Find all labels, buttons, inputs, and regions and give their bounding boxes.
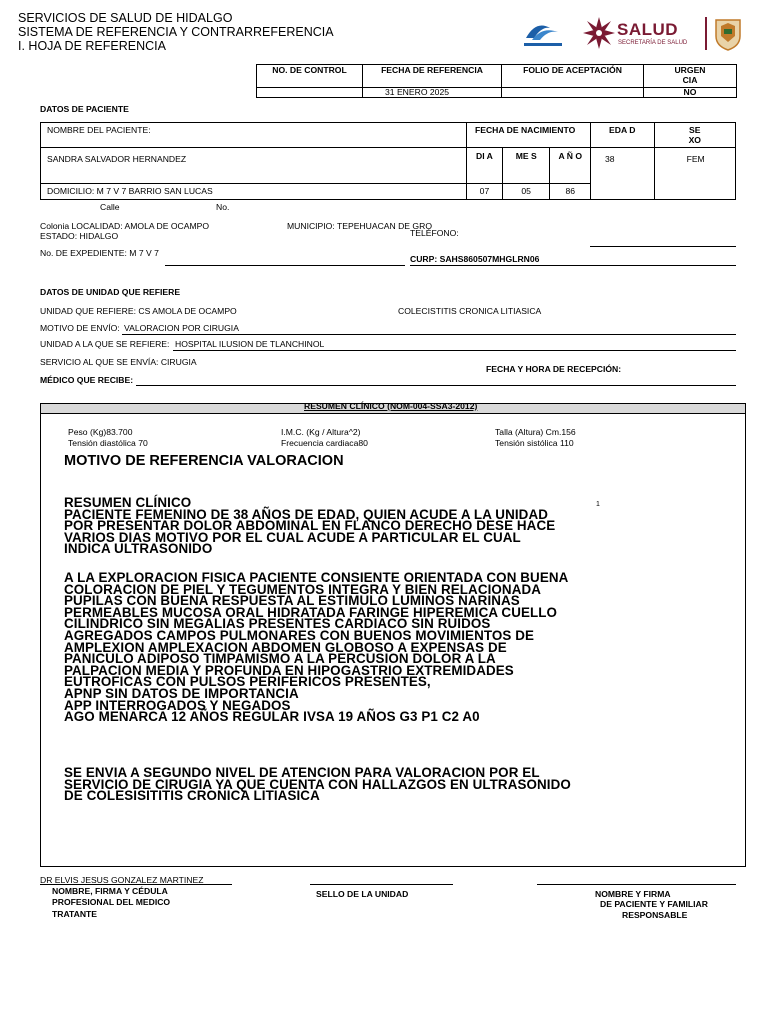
paragraph1-line: VARIOS DIAS MOTIVO POR EL CUAL ACUDE A PARTICULAR EL CUAL [64,529,521,545]
paragraph1-line: PACIENTE FEMENINO DE 38 AÑOS DE EDAD, QUIEN ACUDE A LA UNIDAD [64,506,548,522]
doctor-name: DR ELVIS JESUS GONZALEZ MARTINEZ [40,875,204,885]
doctor-label-3: TRATANTE [52,909,98,919]
paragraph2-line: A LA EXPLORACION FISICA PACIENTE CONSIENTE ORIENTADA CON BUENA [64,570,569,585]
paragraph1-line: POR PRESENTAR DOLOR ABDOMINAL EN FLANCO DERECHO DESE HACE [64,518,556,534]
state: ESTADO: HIDALGO [40,231,119,241]
reason-line [122,334,736,335]
patient-section-title: DATOS DE PACIENTE [40,104,129,114]
weight: Peso (Kg)83.700 [68,427,133,437]
summary-paragraph-1 [64,497,555,555]
doctor-signature-line [40,884,232,885]
street-label: Calle [100,202,120,212]
seal-line [310,884,453,885]
paragraph2-line: APNP SIN DATOS DE IMPORTANCIA [64,685,299,701]
age-label: EDA D [591,123,655,148]
state-seal-logo [713,16,743,52]
hidalgo-health-logo [520,18,566,50]
control-header-number: NO. DE CONTROL [257,65,363,88]
paragraph3-line: DE COLESISITITIS CRONICA LITIASICA [64,788,320,804]
systolic-pressure: Tensión sistólica 110 [495,438,574,448]
dob-label: FECHA DE NACIMIENTO [466,123,590,148]
diastolic-pressure: Tensión diastólica 70 [68,438,148,448]
control-header-urgencia: URGEN CIA [644,65,737,88]
paragraph2-line: PALPACION MEDIA Y PROFUNDA EN HIPOGASTRIO EXTREMIDADES [64,662,514,678]
family-label-1: NOMBRE Y FIRMA [595,889,671,899]
control-value-urgencia: NO [644,88,737,98]
control-table [256,64,737,98]
control-value-date: 31 ENERO 2025 [363,88,502,98]
number-label: No. [216,202,230,212]
patient-name-label: NOMBRE DEL PACIENTE: [41,123,467,148]
destination-unit-value: HOSPITAL ILUSION DE TLANCHINOL [175,339,325,349]
patient-name-value: SANDRA SALVADOR HERNANDEZ [41,148,467,184]
paragraph2-line: APP INTERROGADOS Y NEGADOS [64,697,291,713]
patient-address: DOMICILIO: M 7 V 7 BARRIO SAN LUCAS [41,184,467,200]
diagnosis: COLECISTITIS CRONICA LITIASICA [398,306,542,316]
family-signature-line [537,884,736,885]
age-value: 38 [591,148,655,200]
seal-icon [713,16,743,52]
paragraph3-line: SE ENVIA A SEGUNDO NIVEL DE ATENCION PARA VALORACION POR EL [64,765,540,780]
destination-line [173,350,736,351]
municipality: MUNICIPIO: TEPEHUACAN DE GRO [287,221,432,231]
referral-reason-heading: MOTIVO DE REFERENCIA VALORACION [64,453,344,469]
paragraph2-line: AMPLEXION AMPLEXACION ABDOMEN GLOBOSO A EXPENSAS DE [64,639,507,655]
paragraph2-line: PERMEABLES MUCOSA ORAL HIDRATADA FARINGE HIPEREMICA CUELLO [64,604,558,620]
bmi: I.M.C. (Kg / Altura^2) [281,427,361,437]
seal-label: SELLO DE LA UNIDAD [316,889,409,899]
dob-month-header: ME S [502,148,550,184]
wave-logo-icon [520,18,566,50]
paragraph1-line: RESUMEN CLÍNICO [64,495,192,510]
sex-label: SE XO [654,123,735,148]
dob-year-header: A Ñ O [550,148,591,184]
paragraph2-line: AGREGADOS CAMPOS PULMONARES CON BUENOS MOVIMIENTOS DE [64,627,535,643]
flower-icon [582,16,616,50]
phone-label: TELÉFONO: [410,228,459,238]
patient-table [40,122,736,200]
curp-line [410,265,736,266]
curp: CURP: SAHS860507MHGLRN06 [410,254,540,264]
phone-line [590,246,736,247]
paragraph2-line: COLORACION DE PIEL Y TEGUMENTOS INTEGRA Y BIEN RELACIONADA [64,581,542,597]
clinical-summary-title: RESUMEN CLÍNICO (NOM-004-SSA3-2012) [304,401,478,411]
page-number: 1 [596,501,600,508]
control-header-date: FECHA DE REFERENCIA [363,65,502,88]
dob-month-value: 05 [502,184,550,200]
dob-day-header: DI A [466,148,502,184]
sex-value: FEM [654,148,735,200]
salud-logo-subtitle: SECRETARÍA DE SALUD [618,40,688,46]
header-line-3: I. HOJA DE REFERENCIA [18,39,166,53]
dob-day-value: 07 [466,184,502,200]
salud-flower-logo [582,16,616,50]
colonia-locality: Colonia LOCALIDAD: AMOLA DE OCAMPO [40,221,210,231]
heart-rate: Frecuencia cardiaca80 [281,438,368,448]
dob-year-value: 86 [550,184,591,200]
service: SERVICIO AL QUE SE ENVÍA: CIRUGIA [40,357,197,367]
control-value-number [257,88,363,98]
reason-value: VALORACION POR CIRUGIA [124,323,239,333]
salud-logo-text: SALUD [617,20,679,39]
paragraph2-line: PANICULO ADIPOSO TIMPAMISMO A LA PERCUSION DOLOR A LA [64,651,496,667]
record-number: No. DE EXPEDIENTE: M 7 V 7 [40,248,159,258]
doctor-label-2: PROFESIONAL DEL MEDICO [52,897,171,907]
logo-divider [705,17,707,50]
unit-section-title: DATOS DE UNIDAD QUE REFIERE [40,287,181,297]
family-label-3: RESPONSABLE [622,910,688,920]
paragraph2-line: AGO MENARCA 12 AÑOS REGULAR IVSA 19 AÑOS G3 P1 C2 A0 [64,709,480,725]
doctor-label-1: NOMBRE, FIRMA Y CÉDULA [52,886,168,896]
reception-datetime-label: FECHA Y HORA DE RECEPCIÓN: [486,364,622,374]
control-header-folio: FOLIO DE ACEPTACIÓN [502,65,644,88]
destination-unit-label: UNIDAD A LA QUE SE REFIERE: [40,339,170,349]
family-label-2: DE PACIENTE Y FAMILIAR [600,899,708,909]
paragraph2-line: EUTROFICAS CON PULSOS PERIFERICOS PRESENTES, [64,674,431,690]
summary-paragraph-2 [64,572,568,723]
paragraph1-line: INDICA ULTRASONIDO [64,541,213,557]
reason-label: MOTIVO DE ENVÍO: [40,323,120,333]
record-line [165,265,405,266]
paragraph3-line: SERVICIO DE CIRUGIA YA QUE CUENTA CON HALLAZGOS EN ULTRASONIDO [64,776,571,792]
summary-paragraph-3 [64,767,571,802]
referring-unit: UNIDAD QUE REFIERE: CS AMOLA DE OCAMPO [40,306,237,316]
paragraph2-line: CILINDRICO SIN MEGALIAS PRESENTES CARDIACO SIN RUIDOS [64,616,491,632]
header-line-2: SISTEMA DE REFERENCIA Y CONTRARREFERENCIA [18,25,334,39]
control-value-folio [502,88,644,98]
paragraph2-line: PUPILAS CON BUENA RESPUESTA AL ESTIMULO LUMINOS NARINAS [64,593,520,609]
header-line-1: SERVICIOS DE SALUD DE HIDALGO [18,11,233,25]
receiving-doctor-line [136,385,736,386]
height: Talla (Altura) Cm.156 [495,427,576,437]
receiving-doctor-label: MÉDICO QUE RECIBE: [40,375,134,385]
